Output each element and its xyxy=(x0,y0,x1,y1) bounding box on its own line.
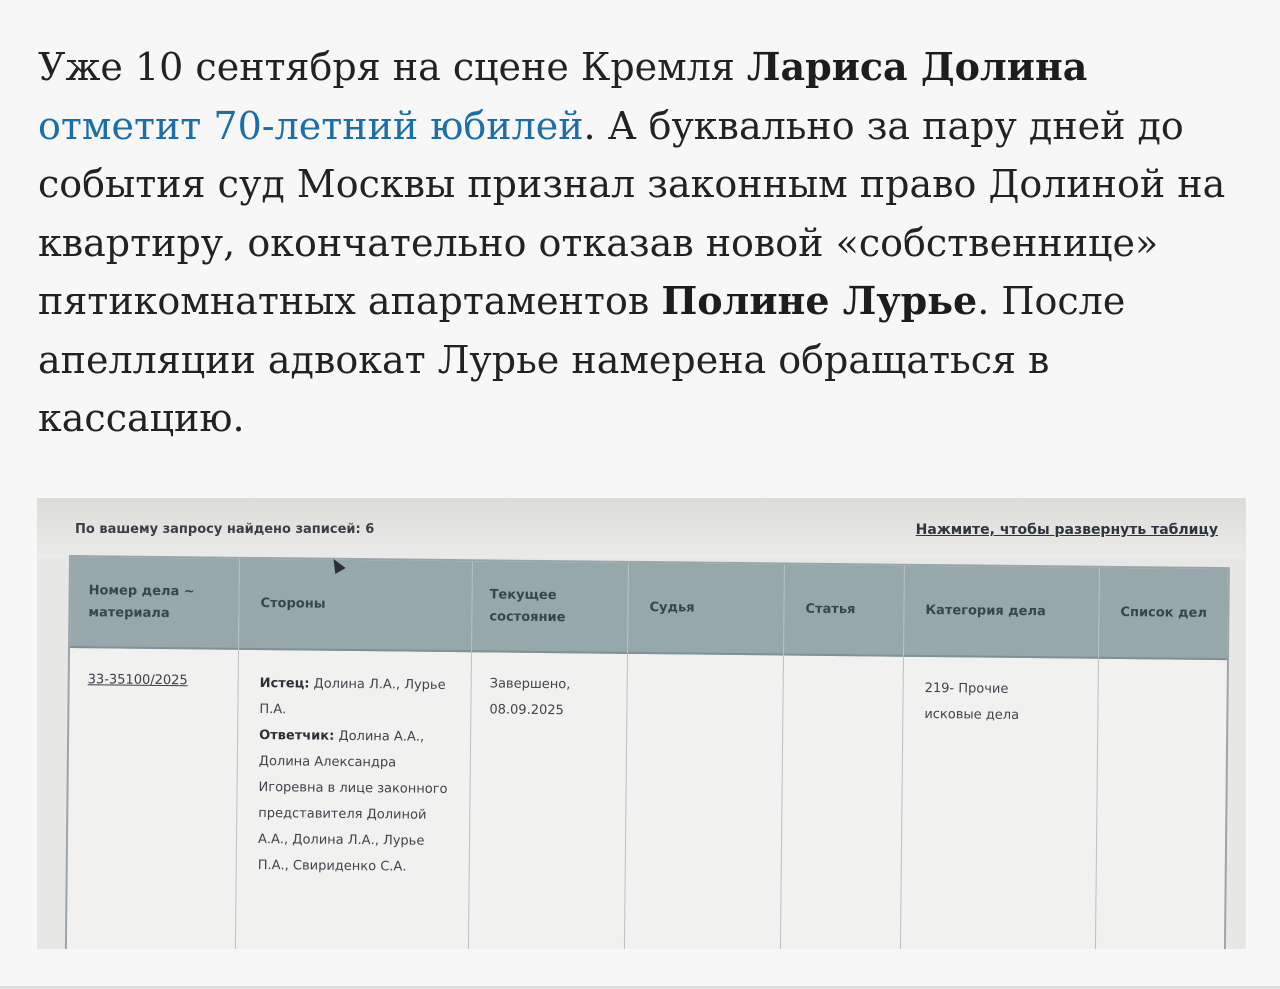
expand-table-link[interactable]: Нажмите, чтобы развернуть таблицу xyxy=(915,522,1218,538)
case-number-link[interactable]: 33-35100/2025 xyxy=(87,672,188,689)
header-state: Текущее состояние xyxy=(489,586,566,625)
case-number-cell xyxy=(88,667,188,694)
header-article: Статья xyxy=(805,601,856,617)
table-header xyxy=(70,557,1228,660)
plaintiff-value: Долина Л.А., Лурье П.А. xyxy=(259,676,446,718)
cases-table xyxy=(65,555,1230,949)
parties-cell xyxy=(258,671,460,881)
header-category: Категория дела xyxy=(925,602,1046,619)
article-text-3: . После апелляции адвокат Лурье намерена обращаться в кассацию. xyxy=(38,279,1126,440)
header-parties: Стороны xyxy=(260,595,326,612)
header-case-number: Номер дела ~ материала xyxy=(88,582,195,621)
records-found-text: По вашему запросу найдено записей: 6 xyxy=(75,522,375,537)
court-site-photo xyxy=(37,498,1246,949)
header-judge: Судья xyxy=(649,599,695,616)
article-paragraph xyxy=(38,38,1248,448)
defendant-label: Ответчик: xyxy=(259,728,335,744)
category-cell: 219- Прочие исковые дела xyxy=(924,680,1020,723)
plaintiff-label: Истец: xyxy=(259,676,310,692)
person-dolina: Лариса Долина xyxy=(746,44,1088,89)
person-lurye: Полине Лурье xyxy=(661,278,978,323)
state-cell: Завершено, 08.09.2025 xyxy=(489,676,571,719)
defendant-value: Долина А.А., Долина Александра Игоревна в лице законного представителя Долиной А.А., Долина Л.А., Лурье П.А., Свириденко С.А. xyxy=(257,728,448,875)
article-text-2: . А буквально за пару дней до события суд Москвы признал законным право Долиной на квартиру, окончательно отказав новой «собственнице» пятикомнатных апартаментов xyxy=(38,103,1226,323)
header-case-list: Список дел xyxy=(1120,604,1208,621)
article-text-1: Уже 10 сентября на сцене Кремля xyxy=(38,45,747,89)
article-link-jubilee[interactable]: отметит 70-летний юбилей xyxy=(38,103,584,148)
